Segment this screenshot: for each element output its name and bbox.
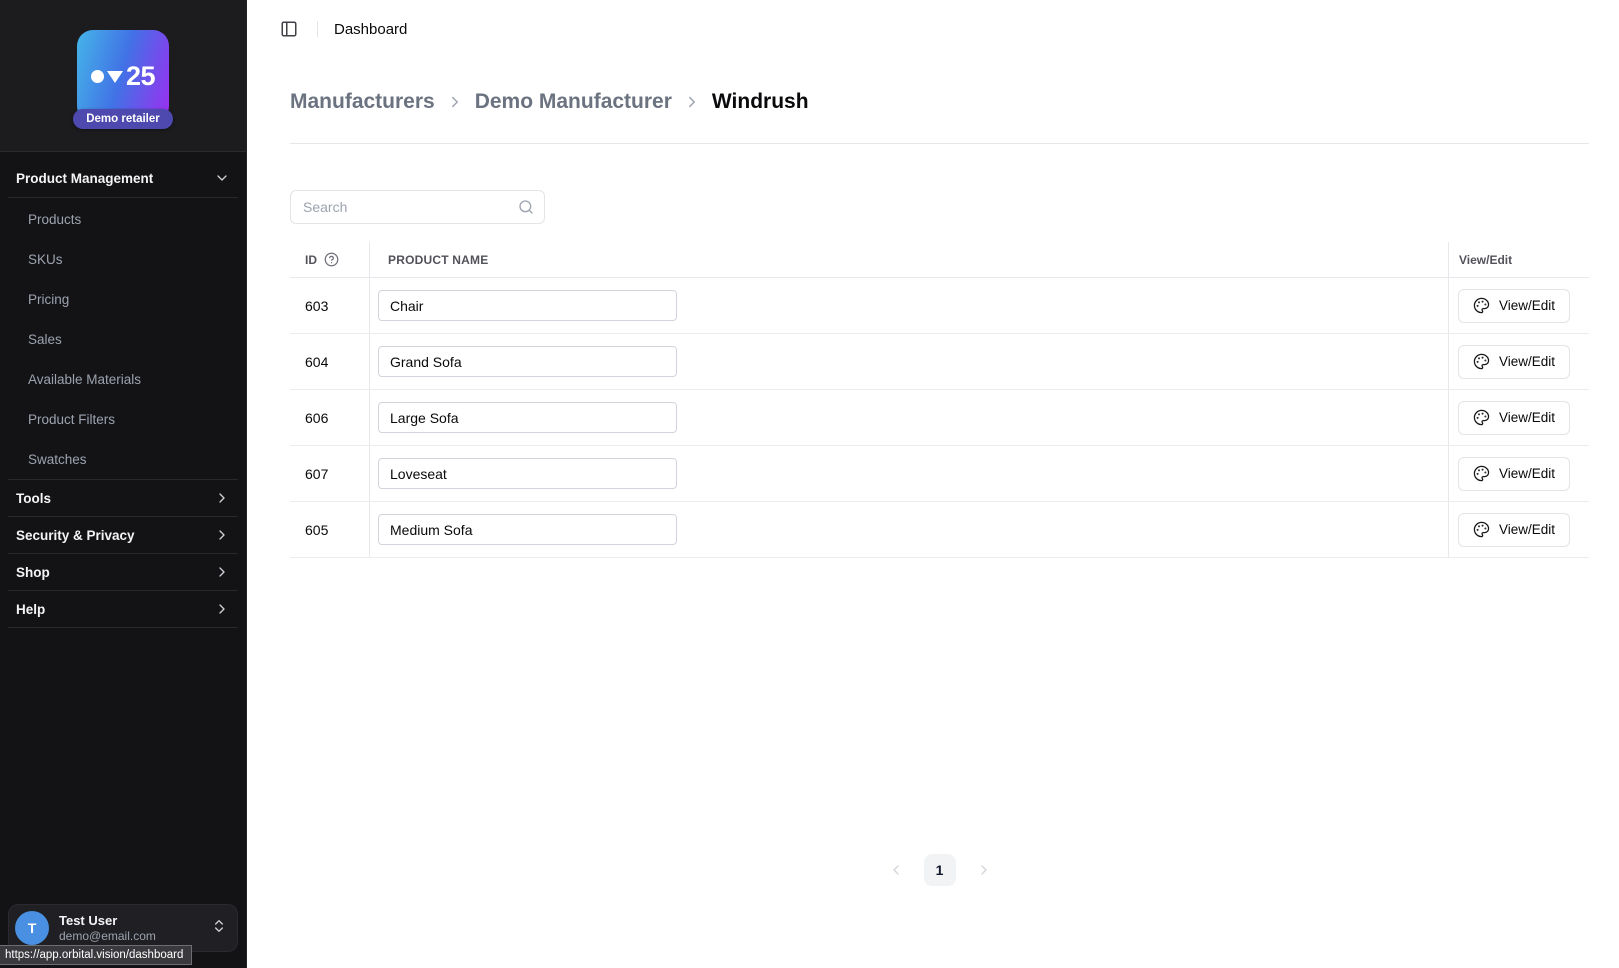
chevron-right-icon <box>214 601 230 617</box>
table-body <box>290 278 1589 558</box>
panel-left-icon <box>280 20 298 38</box>
id-header-label: ID <box>305 252 317 267</box>
sidebar-group-label: Product Management <box>16 170 154 186</box>
sidebar-header <box>0 0 246 152</box>
logo-number: 25 <box>125 60 155 91</box>
product-name-cell <box>369 446 1448 501</box>
status-url-tooltip: https://app.orbital.vision/dashboard <box>0 945 192 965</box>
product-name-input[interactable] <box>378 346 677 377</box>
sidebar-group-label: Tools <box>16 490 51 506</box>
view-edit-label: View/Edit <box>1499 354 1556 369</box>
content <box>247 58 1619 968</box>
table-row <box>290 334 1589 390</box>
sidebar-item[interactable] <box>8 199 238 239</box>
chevron-right-icon <box>976 862 992 878</box>
column-header-product-name: PRODUCT NAME <box>369 242 1448 277</box>
breadcrumb <box>290 90 1589 114</box>
product-id-cell: 607 <box>305 465 329 482</box>
main-area <box>247 0 1619 968</box>
sidebar-item-label: Pricing <box>28 291 70 307</box>
product-name-cell <box>369 502 1448 557</box>
palette-icon <box>1473 465 1490 482</box>
chevron-right-icon <box>214 527 230 543</box>
column-header-view-edit: View/Edit <box>1448 242 1589 277</box>
sidebar-item-label: Available Materials <box>28 371 142 387</box>
sidebar-group-label: Shop <box>16 564 50 580</box>
user-email: demo@email.com <box>59 929 156 944</box>
product-id-cell: 604 <box>305 353 329 370</box>
sidebar-subitems <box>8 199 238 479</box>
sidebar-toggle-button[interactable] <box>273 13 305 45</box>
page-1-button[interactable]: 1 <box>924 854 956 886</box>
view-edit-button[interactable] <box>1458 513 1570 547</box>
sidebar-group-row <box>8 591 238 628</box>
view-edit-button[interactable] <box>1458 401 1570 435</box>
topbar-divider <box>317 21 318 37</box>
logo-circle-glyph <box>91 70 104 83</box>
product-name-input[interactable] <box>378 402 677 433</box>
chevron-right-icon <box>446 93 464 111</box>
sidebar-item-label: Swatches <box>28 451 87 467</box>
table-row <box>290 446 1589 502</box>
view-edit-button[interactable] <box>1458 345 1570 379</box>
sidebar-group[interactable] <box>8 554 238 590</box>
view-edit-label: View/Edit <box>1499 410 1556 425</box>
view-edit-button[interactable] <box>1458 289 1570 323</box>
sidebar-group[interactable] <box>8 591 238 627</box>
palette-icon <box>1473 409 1490 426</box>
view-edit-label: View/Edit <box>1499 466 1556 481</box>
sidebar-item[interactable] <box>8 359 238 399</box>
table-row <box>290 502 1589 558</box>
search-input[interactable] <box>290 190 545 224</box>
sidebar-group-row <box>8 517 238 554</box>
product-name-input[interactable] <box>378 458 677 489</box>
product-name-cell <box>369 390 1448 445</box>
user-name: Test User <box>59 912 118 928</box>
help-circle-icon[interactable] <box>324 252 339 267</box>
sidebar-group-label: Help <box>16 601 46 617</box>
sidebar-group[interactable] <box>8 517 238 553</box>
breadcrumb-divider <box>290 143 1589 144</box>
sidebar-item[interactable] <box>8 239 238 279</box>
palette-icon <box>1473 521 1490 538</box>
chevron-left-icon <box>888 862 904 878</box>
chevron-right-icon <box>214 490 230 506</box>
product-id-cell: 603 <box>305 297 329 314</box>
sidebar-item[interactable] <box>8 399 238 439</box>
sidebar-item[interactable] <box>8 439 238 479</box>
search <box>290 190 545 224</box>
sidebar-item-label: Product Filters <box>28 411 116 427</box>
sidebar-group[interactable] <box>8 480 238 516</box>
table-header-row <box>290 242 1589 278</box>
sidebar-item-label: Sales <box>28 331 62 347</box>
chevrons-up-down-icon <box>211 918 227 939</box>
sidebar-nav <box>0 152 246 896</box>
sidebar-item[interactable] <box>8 279 238 319</box>
sidebar-item[interactable] <box>8 319 238 359</box>
sidebar <box>0 0 247 968</box>
action-cell <box>1448 334 1589 389</box>
page-title: Dashboard <box>334 20 408 38</box>
chevron-right-icon <box>214 564 230 580</box>
table-row <box>290 390 1589 446</box>
product-id-cell: 606 <box>305 409 329 426</box>
breadcrumb-demo-manufacturer[interactable]: Demo Manufacturer <box>474 90 672 113</box>
pagination <box>290 854 1589 886</box>
breadcrumb-manufacturers[interactable]: Manufacturers <box>290 90 435 113</box>
retailer-badge: Demo retailer <box>73 109 173 129</box>
topbar <box>247 0 1619 58</box>
next-page-button[interactable] <box>968 854 1000 886</box>
brand-logo <box>73 30 173 129</box>
sidebar-group-row <box>8 554 238 591</box>
sidebar-group-product-management[interactable] <box>8 160 238 196</box>
product-name-cell <box>369 278 1448 333</box>
palette-icon <box>1473 297 1490 314</box>
sidebar-group-row <box>8 479 238 517</box>
sidebar-groups <box>8 479 238 628</box>
sidebar-item-label: SKUs <box>28 251 63 267</box>
chevron-right-icon <box>683 93 701 111</box>
chevron-down-icon <box>214 170 230 186</box>
prev-page-button[interactable] <box>880 854 912 886</box>
view-edit-label: View/Edit <box>1499 522 1556 537</box>
view-edit-button[interactable] <box>1458 457 1570 491</box>
sidebar-divider <box>8 197 238 198</box>
action-cell <box>1448 446 1589 501</box>
avatar: T <box>15 911 49 945</box>
product-name-cell <box>369 334 1448 389</box>
palette-icon <box>1473 353 1490 370</box>
column-header-id <box>290 242 369 277</box>
product-name-input[interactable] <box>378 290 677 321</box>
sidebar-item-label: Products <box>28 211 82 227</box>
view-edit-label: View/Edit <box>1499 298 1556 313</box>
product-id-cell: 605 <box>305 521 329 538</box>
products-table <box>290 242 1589 558</box>
action-cell <box>1448 278 1589 333</box>
user-meta <box>59 913 156 944</box>
breadcrumb-current: Windrush <box>711 90 809 113</box>
product-name-input[interactable] <box>378 514 677 545</box>
action-cell <box>1448 390 1589 445</box>
action-cell <box>1448 502 1589 557</box>
table-row <box>290 278 1589 334</box>
logo-triangle-glyph <box>107 71 123 83</box>
sidebar-group-label: Security & Privacy <box>16 527 135 543</box>
